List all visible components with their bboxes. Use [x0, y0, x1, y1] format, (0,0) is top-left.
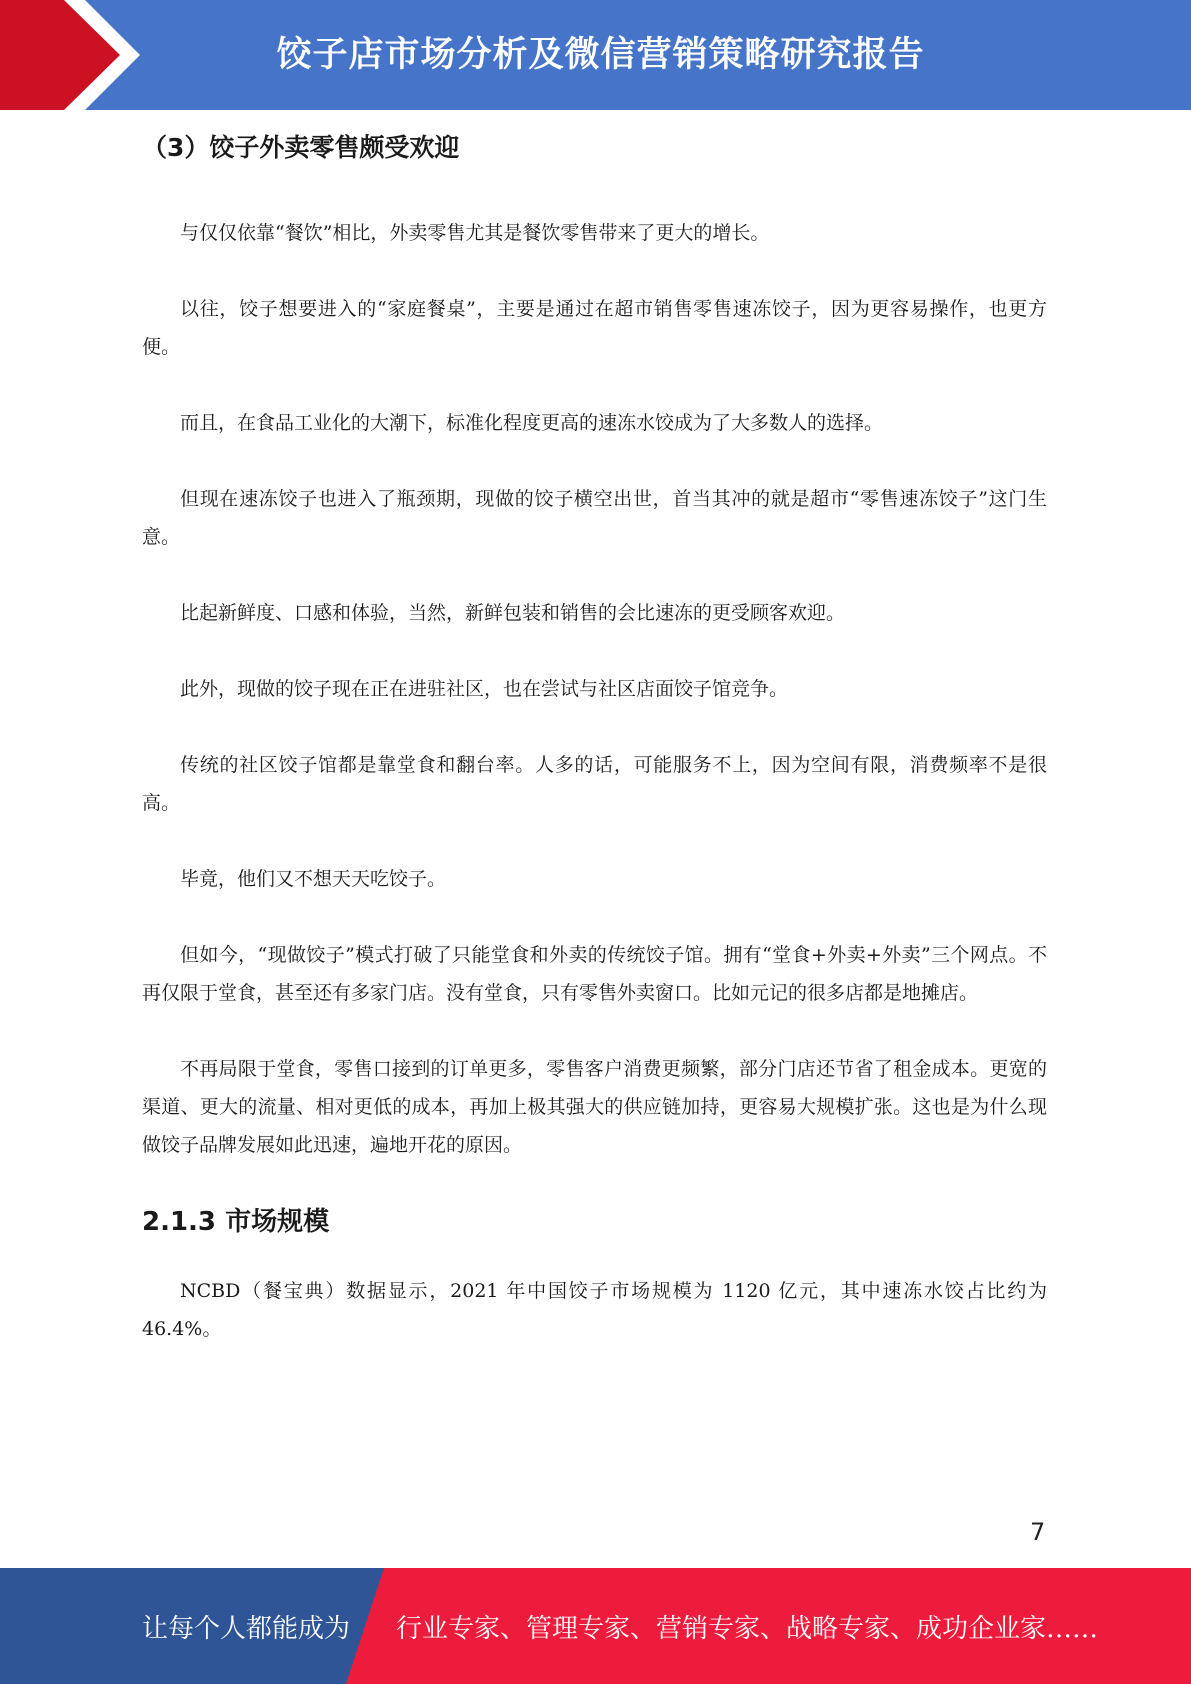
header-title: 饺子店市场分析及微信营销策略研究报告	[276, 35, 925, 75]
paragraph: 而且，在食品工业化的大潮下，标准化程度更高的速冻水饺成为了大多数人的选择。	[180, 412, 884, 434]
footer-slogan-right: 行业专家、管理专家、营销专家、战略专家、成功企业家……	[396, 1613, 1099, 1644]
header-arrow-decoration	[0, 0, 160, 110]
paragraph: 传统的社区饺子馆都是靠堂食和翻台率。人多的话，可能服务不上，因为空间有限，消费频率不是很高。	[142, 754, 1047, 814]
subheading: （3）饺子外卖零售颇受欢迎	[142, 133, 460, 162]
paragraph: 毕竟，他们又不想天天吃饺子。	[180, 868, 447, 890]
footer-slogan-left: 让每个人都能成为	[142, 1613, 351, 1644]
paragraph: 此外，现做的饺子现在正在进驻社区，也在尝试与社区店面饺子馆竞争。	[180, 678, 789, 700]
section-heading: 2.1.3 市场规模	[142, 1207, 330, 1237]
paragraph: 比起新鲜度、口感和体验，当然，新鲜包装和销售的会比速冻的更受顾客欢迎。	[180, 602, 846, 624]
page-number: 7	[1030, 1518, 1046, 1546]
paragraph: 不再局限于堂食，零售口接到的订单更多，零售客户消费更频繁，部分门店还节省了租金成本。更宽的渠道、更大的流量、相对更低的成本，再加上极其强大的供应链加持，更容易大规模扩张。这也是为什么现做饺子品牌发展如此迅速，遍地开花的原因。	[142, 1058, 1047, 1156]
market-size-paragraph: NCBD（餐宝典）数据显示，2021 年中国饺子市场规模为 1120 亿元，其中速冻水饺占比约为 46.4%。	[142, 1280, 1047, 1340]
paragraph: 但现在速冻饺子也进入了瓶颈期，现做的饺子横空出世，首当其冲的就是超市“零售速冻饺子”这门生意。	[142, 488, 1047, 548]
paragraph: 与仅仅依靠“餐饮”相比，外卖零售尤其是餐饮零售带来了更大的增长。	[180, 222, 770, 244]
paragraph: 以往，饺子想要进入的“家庭餐桌”，主要是通过在超市销售零售速冻饺子，因为更容易操作，也更方便。	[142, 298, 1047, 358]
main-content	[142, 128, 1047, 1386]
header-banner	[0, 0, 1191, 110]
footer-banner	[0, 1568, 1191, 1684]
paragraph: 但如今，“现做饺子”模式打破了只能堂食和外卖的传统饺子馆。拥有“堂食+外卖+外卖”三个网点。不再仅限于堂食，甚至还有多家门店。没有堂食，只有零售外卖窗口。比如元记的很多店都是地摊店。	[142, 944, 1047, 1004]
